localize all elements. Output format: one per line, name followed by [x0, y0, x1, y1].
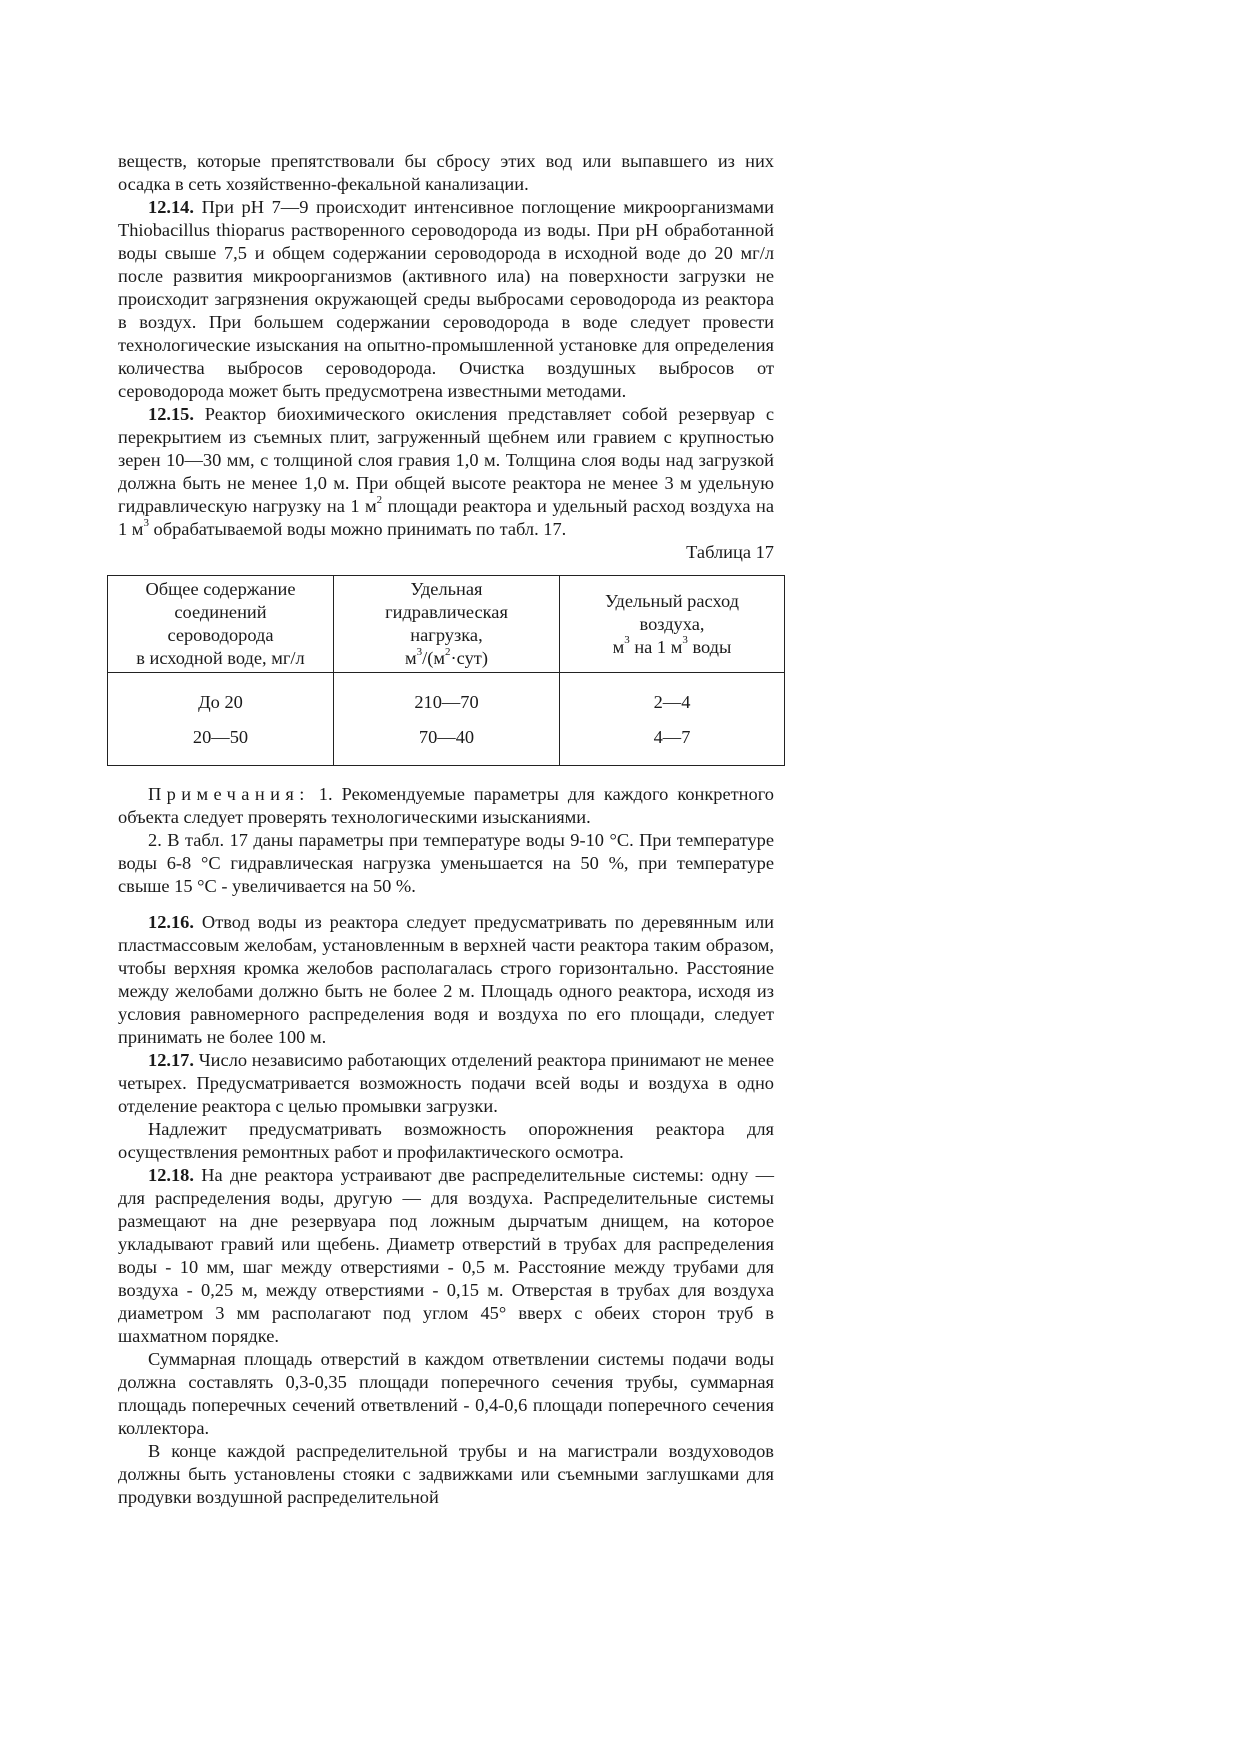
paragraph-risers: В конце каждой распределительной трубы и на магистрали воздуховодов должны быть установлены стояки с задвижками или съемными заглушками для продувки воздушной распределительной	[118, 1441, 774, 1507]
paragraph-12-15	[118, 403, 774, 541]
superscript: 3	[624, 634, 630, 647]
paragraph-emptying: Надлежит предусматривать возможность опорожнения реактора для осуществления ремонтных работ и профилактического осмотра.	[118, 1119, 774, 1162]
unit-part: ·сут)	[450, 648, 488, 668]
header-line: Удельный расход	[605, 590, 739, 611]
document-page	[118, 150, 774, 1509]
header-line: воздуха,	[639, 613, 705, 634]
superscript: 2	[376, 493, 383, 506]
cell-hydraulic-load	[334, 673, 560, 766]
unit-part: на 1 м	[629, 636, 683, 657]
paragraph-text: площади реактора и удельный расход воздуха на 1 м	[118, 496, 774, 539]
paragraph-text: На дне реактора устраивают две распределительные системы: одну — для распределения воды, другую — для воздуха. Распределительные системы размещают на дне резервуара под ложным дырчатым днищем, на которое укладывают гравий или щебень. Диаметр отверстий в трубах для распределения воды - 10 мм, шаг между отверстиями - 0,5 м. Расстояние между трубами для воздуха - 0,25 м, между отверстиями - 0,15 м. Отверстая в трубах для воздуха диаметром 3 мм располагают под углом 45° вверх с обеих сторон труб в шахматном порядке.	[118, 1165, 774, 1346]
table-row	[108, 673, 785, 766]
section-number: 12.18.	[148, 1165, 194, 1185]
header-line: соединений	[174, 602, 267, 622]
header-air-flow	[560, 576, 785, 673]
superscript: 3	[682, 634, 688, 647]
paragraph-text: При рН 7—9 происходит интенсивное поглощение микроорганизмами Thiobacillus thioparus растворенного сероводорода из воды. При рН обработанной воды свыше 7,5 и общем содержании сероводорода в исходной воде до 20 мг/л после развития микроорганизмов (активного ила) на поверхности загрузки не происходит загрязнения окружающей среды выбросами сероводорода из реактора в воздух. При большем содержании сероводорода в воде следует провести технологические изыскания на опытно-промышленной установке для определения количества выбросов сероводорода. Очистка воздушных выбросов от сероводорода может быть предусмотрена известными методами.	[118, 197, 774, 401]
section-number: 12.16.	[148, 912, 194, 932]
header-total-h2s	[108, 576, 334, 673]
cell-value: До 20	[198, 692, 243, 712]
note-2: 2. В табл. 17 даны параметры при температуре воды 9-10 °С. При температуре воды 6-8 °С гидравлическая нагрузка уменьшается на 50 %, при температуре свыше 15 °С - увеличивается на 50 %.	[118, 830, 774, 896]
paragraph-12-18	[118, 1164, 774, 1348]
header-line: сероводорода	[167, 625, 274, 645]
unit-part: м	[405, 648, 417, 668]
paragraph-text: Число независимо работающих отделений реактора принимают не менее четырех. Предусматривается возможность подачи всей воды и воздуха в одно отделение реактора с целью промывки загрузки.	[118, 1050, 774, 1116]
section-number: 12.14.	[148, 197, 194, 217]
notes-label: Примечания:	[148, 784, 310, 804]
header-hydraulic-load	[334, 576, 560, 673]
note-1	[118, 783, 774, 829]
cell-value: 20—50	[192, 727, 249, 747]
unit-part: /(м	[422, 648, 446, 668]
header-line: гидравлическая	[385, 602, 508, 622]
paragraph-12-14	[118, 196, 774, 403]
unit-part: м	[612, 636, 625, 657]
header-unit	[405, 645, 488, 668]
section-number: 12.17.	[148, 1050, 194, 1070]
unit-part: воды	[687, 636, 732, 657]
note-text: 1. Рекомендуемые параметры для каждого конкретного объекта следует проверять технологическими изысканиями.	[118, 784, 774, 827]
cell-value: 210—70	[414, 692, 479, 712]
paragraph-continuation: веществ, которые препятствовали бы сбросу этих вод или выпавшего из них осадка в сеть хозяйственно-фекальной канализации.	[118, 151, 774, 194]
superscript: 3	[416, 645, 423, 658]
paragraph-12-16	[118, 911, 774, 1049]
table-header-row	[108, 576, 785, 673]
paragraph-text: Реактор биохимического окисления представляет собой резервуар с перекрытием из съемных плит, загруженный щебнем или гравием с крупностью зерен 10—30 мм, с толщиной слоя гравия 1,0 м. Толщина слоя воды над загрузкой должна быть не менее 1,0 м. При общей высоте реактора не менее 3 м удельную гидравлическую нагрузку на 1 м	[118, 404, 774, 516]
header-line: Общее содержание	[145, 579, 296, 599]
cell-air-flow	[560, 673, 785, 766]
cell-concentration	[108, 673, 334, 766]
paragraph-12-17	[118, 1049, 774, 1118]
header-unit	[612, 634, 732, 657]
paragraph-text: Отвод воды из реактора следует предусматривать по деревянным или пластмассовым желобам, установленным в верхней части реактора таким образом, чтобы верхняя кромка желобов располагалась строго горизонтально. Расстояние между желобами должно быть не более 2 м. Площадь одного реактора, исходя из условия равномерного распределения водя и воздуха по его площади, следует принимать не более 100 м.	[118, 912, 774, 1047]
header-line: нагрузка,	[410, 625, 483, 645]
superscript: 2	[445, 645, 451, 658]
paragraph-hole-area: Суммарная площадь отверстий в каждом ответвлении системы подачи воды должна составлять 0,3-0,35 площади поперечного сечения трубы, суммарная площадь поперечных сечений ответвлений - 0,4-0,6 площади поперечного сечения коллектора.	[118, 1349, 774, 1438]
superscript: 3	[143, 516, 149, 529]
table-caption: Таблица 17	[686, 542, 774, 562]
cell-value: 2—4	[653, 692, 691, 712]
cell-value: 4—7	[653, 727, 691, 747]
header-line: Удельная	[410, 579, 483, 599]
table-17	[107, 575, 785, 766]
paragraph-text: обрабатываемой воды можно принимать по табл. 17.	[148, 519, 567, 539]
header-line: в исходной воде, мг/л	[136, 648, 305, 668]
section-number: 12.15.	[148, 404, 194, 424]
cell-value: 70—40	[418, 727, 475, 747]
